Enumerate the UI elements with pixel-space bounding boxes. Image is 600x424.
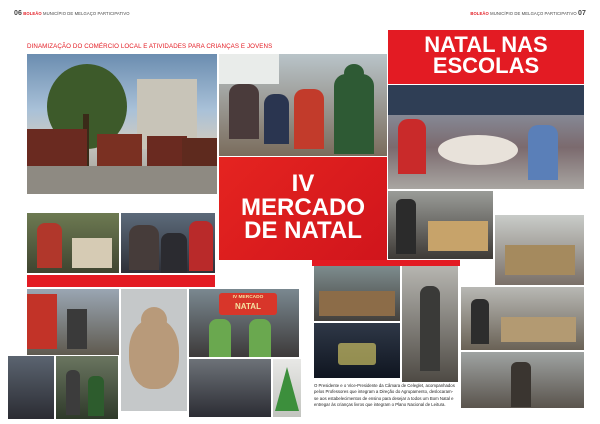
crowd-photo-1 (8, 356, 54, 419)
right-page-header (470, 10, 586, 17)
street-market-photo (27, 289, 119, 355)
right-header-text: MUNICÍPIO DE MELGAÇO PARTICIPATIVO (490, 11, 577, 16)
crowd-photo-2 (56, 356, 118, 419)
camera-crowd-photo (121, 213, 215, 273)
red-pattern-strip (27, 275, 215, 287)
mercado-title-line2: MERCADO (241, 194, 365, 221)
escolas-title-line1: NATAL NAS (424, 32, 548, 57)
left-page-number: 06 (14, 10, 22, 17)
bear-cutout-photo (121, 289, 187, 411)
mercado-title-block (219, 157, 387, 260)
mercado-title-line1: IV (291, 170, 315, 197)
teacher-standing-photo (402, 266, 458, 382)
right-header-brand: BOLEÃO (470, 11, 489, 16)
reading-class-photo (461, 287, 584, 350)
right-page-number: 07 (578, 10, 586, 17)
children-santa-photo (219, 54, 387, 156)
classroom-desks-photo (495, 215, 584, 285)
classroom-books-photo (461, 352, 584, 408)
escolas-title-block (388, 30, 584, 84)
escolas-title-line2: ESCOLAS (432, 53, 540, 78)
sign-text-line1: IV MERCADO (232, 295, 264, 300)
tree-cutout-photo (273, 359, 301, 417)
left-header-text: MUNICÍPIO DE MELGAÇO PARTICIPATIVO (43, 11, 130, 16)
market-stalls-photo (27, 54, 217, 194)
photo-caption: O Presidente e o Vice-Presidente da Câmara de Celeglet, acompanhados pelos Professores que integram a Direção do Agrupamento, deslocaram-se aos estabelecimentos de ensino para desejar a todos um Bom Natal e entregar às crianças livros que integram o Plano Nacional de Leitura. (314, 383, 455, 407)
left-page-header (14, 10, 130, 17)
classroom-kids-photo (314, 266, 400, 321)
section-subtitle: DINAMIZAÇÃO DO COMÉRCIO LOCAL E ATIVIDADES PARA CRIANÇAS E JOVENS (27, 43, 273, 50)
left-header-brand: BOLEÃO (23, 11, 42, 16)
classroom-santa-photo (388, 85, 584, 189)
stage-lights-photo (314, 323, 400, 378)
sign-children-photo (189, 289, 299, 357)
stall-visitors-photo (27, 213, 119, 273)
principal-class-photo (388, 191, 493, 259)
mercado-title-line3: DE NATAL (244, 217, 362, 244)
sign-text-line2: NATAL (235, 302, 261, 311)
crowd-photo-3 (189, 359, 271, 417)
